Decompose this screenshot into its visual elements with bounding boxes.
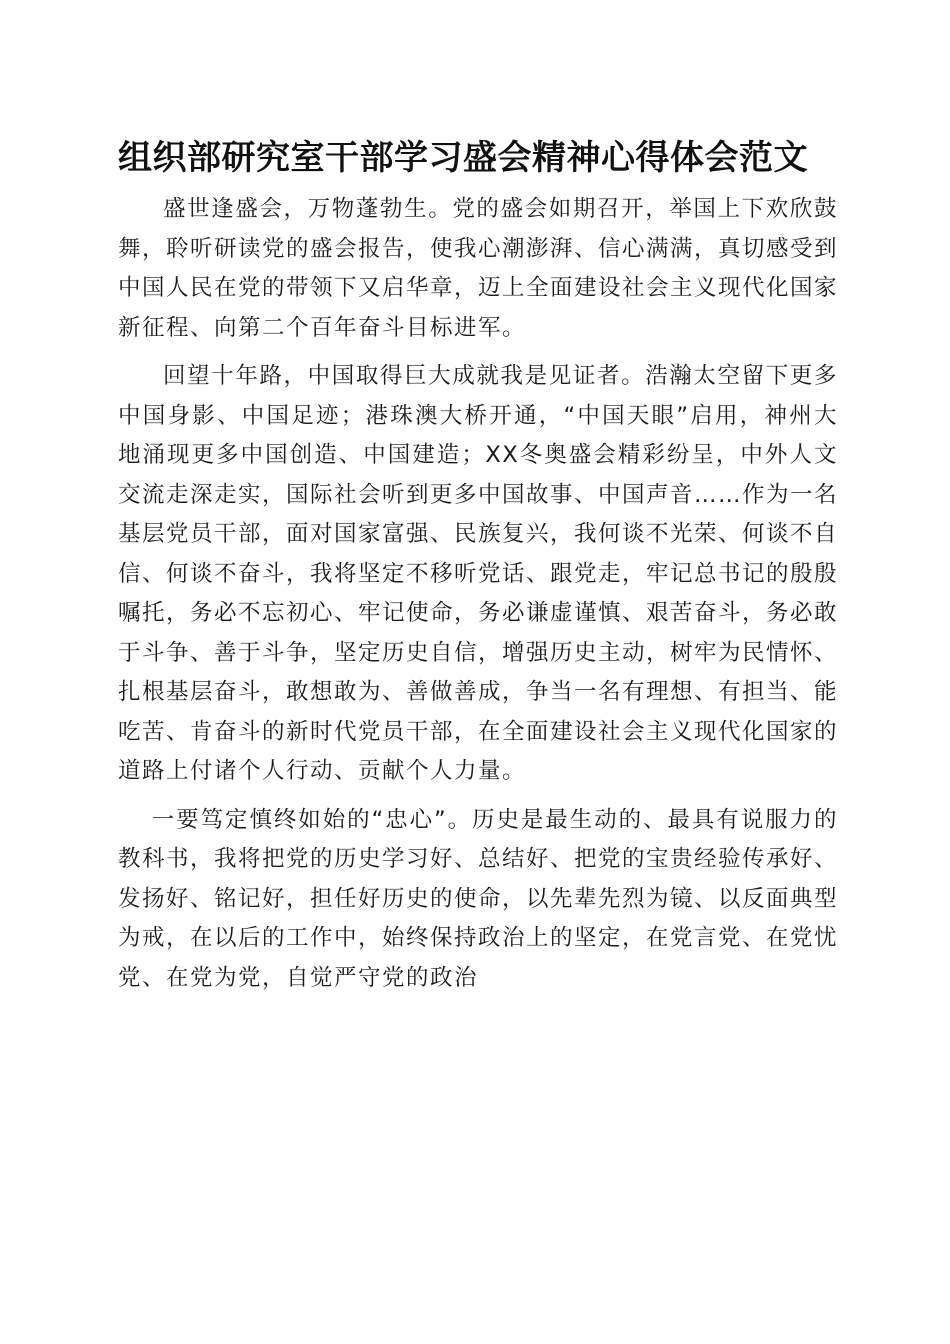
paragraph-2: 回望十年路，中国取得巨大成就我是见证者。浩瀚太空留下更多中国身影、中国足迹；港珠澳大桥开通，“中国天眼”启用，神州大地涌现更多中国创造、中国建造；XX冬奥盛会精彩纷呈，中外人文交流走深走实，国际社会听到更多中国故事、中国声音……作为一名基层党员干部，面对国家富强、民族复兴，我何谈不光荣、何谈不自信、何谈不奋斗，我将坚定不移听党话、跟党走，牢记总书记的殷殷嘱托，务必不忘初心、牢记使命，务必谦虚谨慎、艰苦奋斗，务必敢于斗争、善于斗争，坚定历史自信，增强历史主动，树牢为民情怀、扎根基层奋斗，敢想敢为、善做善成，争当一名有理想、有担当、能吃苦、肯奋斗的新时代党员干部，在全面建设社会主义现代化国家的道路上付诸个人行动、贡献个人力量。: [118, 363, 839, 784]
paragraph-3: 一要笃定慎终如始的“忠心”。历史是最生动的、最具有说服力的教科书，我将把党的历史学习好、总结好、把党的宝贵经验传承好、发扬好、铭记好，担任好历史的使命，以先辈先烈为镜、以反面典型为戒，在以后的工作中，始终保持政治上的坚定，在党言党、在党忧党、在党为党，自觉严守党的政治: [118, 806, 839, 991]
document-body: [118, 190, 838, 1007]
document-title: 组织部研究室干部学习盛会精神心得体会范文: [118, 138, 808, 178]
paragraph-1: 盛世逢盛会，万物蓬勃生。党的盛会如期召开，举国上下欢欣鼓舞，聆听研读党的盛会报告，使我心潮澎湃、信心满满，真切感受到中国人民在党的带领下又启华章，迈上全面建设社会主义现代化国家新征程、向第二个百年奋斗目标进军。: [118, 196, 839, 341]
